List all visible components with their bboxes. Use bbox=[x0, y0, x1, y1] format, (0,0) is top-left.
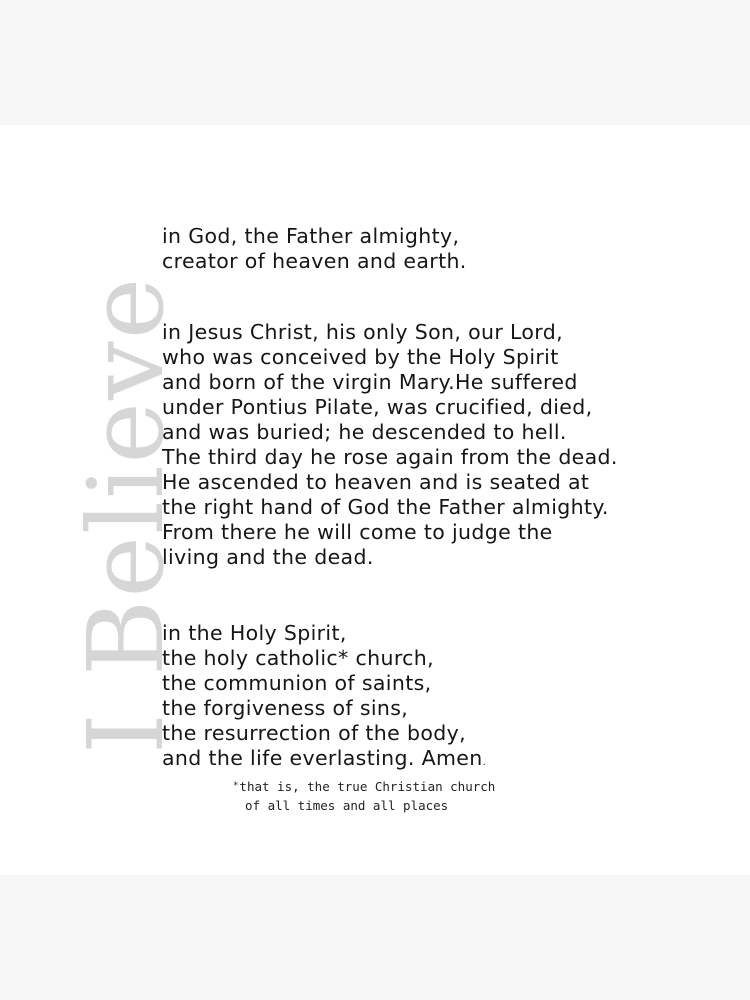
creed-line: the resurrection of the body, bbox=[162, 721, 466, 745]
creed-line: He ascended to heaven and is seated at bbox=[162, 470, 590, 494]
creed-line-amen bbox=[162, 746, 486, 775]
footnote-text-1: that is, the true Christian church bbox=[239, 779, 496, 794]
creed-line: in the Holy Spirit, bbox=[162, 621, 347, 645]
footnote-marker: * bbox=[233, 781, 239, 791]
creed-line: the holy catholic* church, bbox=[162, 646, 434, 670]
paragraph-son bbox=[162, 320, 618, 570]
paragraph-spirit bbox=[162, 621, 486, 775]
creed-line: The third day he rose again from the dead. bbox=[162, 445, 618, 469]
creed-line: From there he will come to judge the bbox=[162, 520, 553, 544]
creed-line: living and the dead. bbox=[162, 545, 374, 569]
footnote bbox=[233, 777, 495, 815]
vertical-title: I Believe bbox=[65, 275, 187, 755]
creed-line: the communion of saints, bbox=[162, 671, 432, 695]
creed-line: the right hand of God the Father almighty. bbox=[162, 495, 609, 519]
creed-line: and was buried; he descended to hell. bbox=[162, 420, 567, 444]
top-margin-band bbox=[0, 0, 750, 125]
creed-line: and born of the virgin Mary.He suffered bbox=[162, 370, 578, 394]
footnote-line-1 bbox=[233, 777, 495, 796]
footnote-line-2: of all times and all places bbox=[245, 798, 449, 813]
creed-line: in Jesus Christ, his only Son, our Lord, bbox=[162, 320, 563, 344]
creed-line: in God, the Father almighty, bbox=[162, 224, 460, 248]
creed-line: the forgiveness of sins, bbox=[162, 696, 409, 720]
amen-period: . bbox=[482, 757, 487, 768]
creed-line: who was conceived by the Holy Spirit bbox=[162, 345, 559, 369]
creed-line: under Pontius Pilate, was crucified, died, bbox=[162, 395, 593, 419]
bottom-margin-band bbox=[0, 875, 750, 1000]
creed-line: creator of heaven and earth. bbox=[162, 249, 467, 273]
paragraph-father bbox=[162, 224, 467, 274]
amen-text: and the life everlasting. Amen bbox=[162, 746, 483, 770]
